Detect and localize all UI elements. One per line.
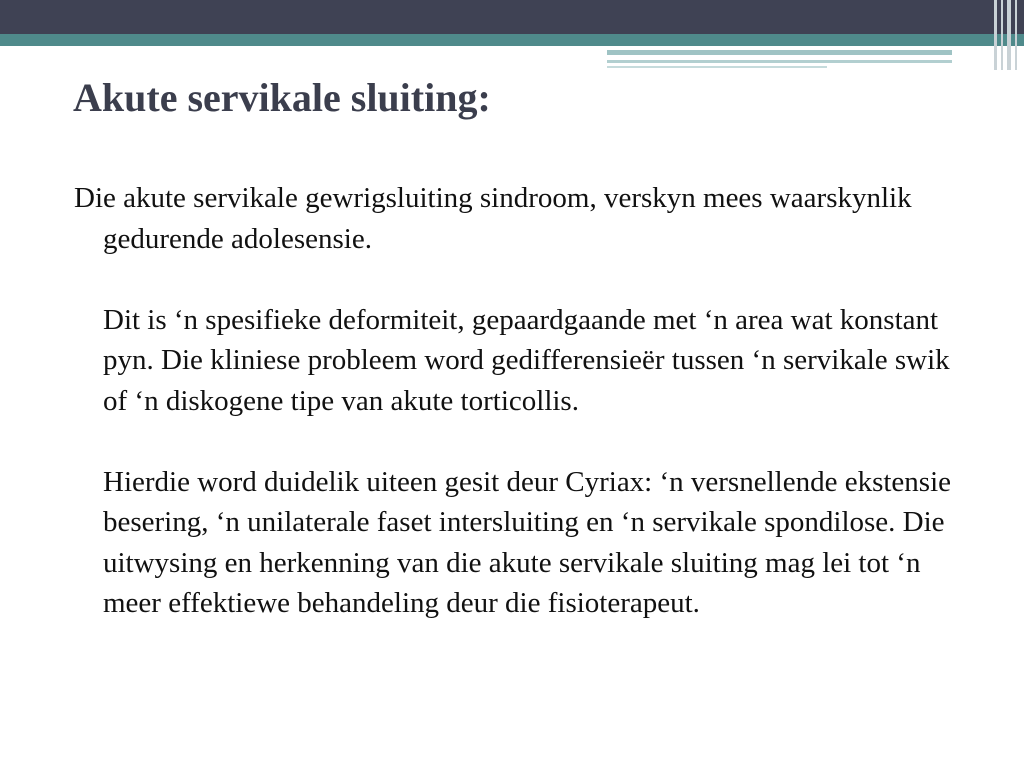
slide-body bbox=[74, 178, 964, 624]
header-accent-band bbox=[0, 34, 1024, 46]
decorative-stripe bbox=[1007, 0, 1011, 70]
decorative-stripe bbox=[994, 0, 997, 70]
decorative-stripe bbox=[1001, 0, 1003, 70]
paragraph-spacer bbox=[74, 259, 964, 300]
decorative-stripe bbox=[1015, 0, 1017, 70]
decorative-line bbox=[607, 66, 827, 68]
header-bar bbox=[0, 0, 1024, 34]
paragraph-cyriax: Hierdie word duidelik uiteen gesit deur Cyriax: ‘n versnellende ekstensie besering, ‘n unilaterale faset intersluiting en ‘n servikale spondilose. Die uitwysing en herkenning van die akute servikale sluiting mag lei tot ‘n meer effektiewe behandeling deur die fisioterapeut. bbox=[103, 465, 951, 619]
paragraph-intro: Die akute servikale gewrigsluiting sindroom, verskyn mees waarskynlik gedurende adolesensie. bbox=[74, 182, 912, 255]
decorative-line bbox=[607, 50, 952, 55]
decorative-line bbox=[607, 60, 952, 63]
slide-title: Akute servikale sluiting: bbox=[73, 75, 491, 120]
paragraph-spacer bbox=[74, 421, 964, 462]
paragraph-deformity: Dit is ‘n spesifieke deformiteit, gepaardgaande met ‘n area wat konstant pyn. Die kliniese probleem word gedifferensieër tussen ‘n servikale swik of ‘n diskogene tipe van akute torticollis. bbox=[103, 303, 950, 417]
